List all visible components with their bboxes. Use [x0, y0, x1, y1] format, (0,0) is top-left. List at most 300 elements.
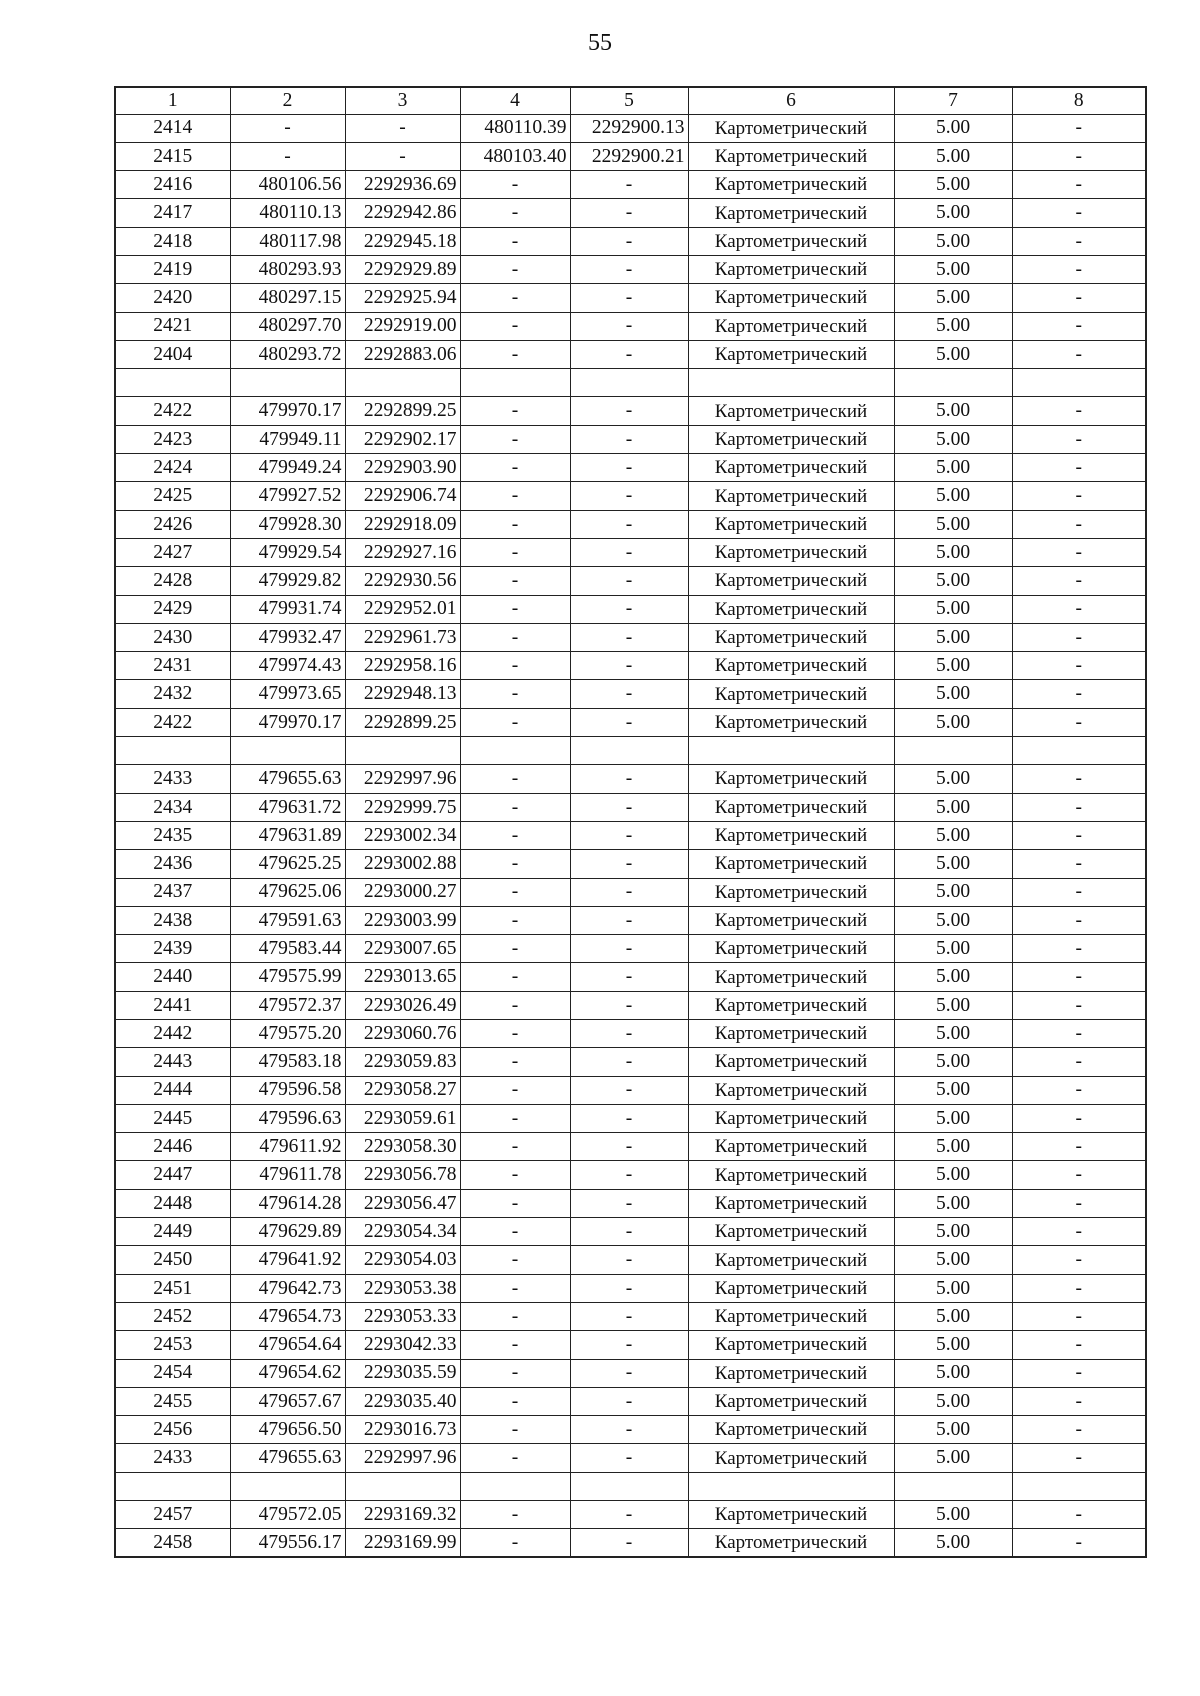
cell-description: - [1012, 1302, 1146, 1330]
table-row [115, 1331, 1146, 1359]
cell-point-number: 2439 [115, 935, 230, 963]
cell-y-existing: 2293059.61 [345, 1104, 460, 1132]
cell-y-existing [345, 737, 460, 765]
cell-accuracy: 5.00 [894, 1048, 1012, 1076]
cell-point-number [115, 1472, 230, 1500]
cell-description: - [1012, 425, 1146, 453]
cell-x-new: - [460, 991, 570, 1019]
cell-description: - [1012, 454, 1146, 482]
table-row [115, 1020, 1146, 1048]
cell-y-existing: 2293058.27 [345, 1076, 460, 1104]
cell-point-number: 2457 [115, 1501, 230, 1529]
cell-y-new: - [570, 199, 688, 227]
cell-x-new [460, 1472, 570, 1500]
cell-description: - [1012, 567, 1146, 595]
cell-y-existing: 2292918.09 [345, 510, 460, 538]
cell-accuracy: 5.00 [894, 1218, 1012, 1246]
cell-method: Картометрический [688, 850, 894, 878]
cell-x-existing: 479611.92 [230, 1133, 345, 1161]
cell-description: - [1012, 1529, 1146, 1557]
cell-x-existing: 479970.17 [230, 708, 345, 736]
cell-y-new: - [570, 680, 688, 708]
cell-x-new: - [460, 1104, 570, 1132]
cell-point-number: 2456 [115, 1416, 230, 1444]
cell-x-existing: 479949.24 [230, 454, 345, 482]
cell-y-existing: 2292958.16 [345, 652, 460, 680]
cell-x-existing: 479970.17 [230, 397, 345, 425]
cell-accuracy: 5.00 [894, 1076, 1012, 1104]
cell-y-existing: 2292945.18 [345, 227, 460, 255]
cell-x-new: - [460, 821, 570, 849]
cell-method: Картометрический [688, 821, 894, 849]
cell-y-new: - [570, 708, 688, 736]
table-row [115, 906, 1146, 934]
cell-y-new: - [570, 1274, 688, 1302]
cell-y-existing: 2292948.13 [345, 680, 460, 708]
cell-description: - [1012, 482, 1146, 510]
cell-accuracy [894, 737, 1012, 765]
cell-x-new: - [460, 595, 570, 623]
cell-y-existing: 2293016.73 [345, 1416, 460, 1444]
cell-point-number: 2433 [115, 1444, 230, 1472]
cell-y-new: - [570, 878, 688, 906]
cell-x-existing [230, 737, 345, 765]
cell-y-existing: 2293060.76 [345, 1020, 460, 1048]
table-row [115, 1501, 1146, 1529]
cell-y-new: - [570, 1104, 688, 1132]
cell-method: Картометрический [688, 227, 894, 255]
cell-method: Картометрический [688, 538, 894, 566]
cell-method: Картометрический [688, 595, 894, 623]
table-row [115, 963, 1146, 991]
cell-x-existing: 479932.47 [230, 623, 345, 651]
table-row [115, 793, 1146, 821]
cell-method: Картометрический [688, 935, 894, 963]
cell-accuracy: 5.00 [894, 397, 1012, 425]
table-row [115, 708, 1146, 736]
cell-y-new: - [570, 340, 688, 368]
table-row [115, 1076, 1146, 1104]
cell-y-new: - [570, 227, 688, 255]
cell-description: - [1012, 1218, 1146, 1246]
cell-point-number: 2442 [115, 1020, 230, 1048]
cell-x-existing: 479656.50 [230, 1416, 345, 1444]
table-row [115, 1161, 1146, 1189]
cell-x-new: - [460, 906, 570, 934]
cell-method: Картометрический [688, 1048, 894, 1076]
cell-x-new: - [460, 1444, 570, 1472]
cell-y-existing: 2293013.65 [345, 963, 460, 991]
cell-y-existing: 2292927.16 [345, 538, 460, 566]
table-separator-row [115, 737, 1146, 765]
cell-accuracy: 5.00 [894, 482, 1012, 510]
cell-x-existing: 480293.93 [230, 255, 345, 283]
table-row [115, 935, 1146, 963]
cell-x-new: - [460, 284, 570, 312]
cell-method: Картометрический [688, 1501, 894, 1529]
cell-x-new: - [460, 1416, 570, 1444]
cell-point-number: 2422 [115, 708, 230, 736]
cell-y-new: - [570, 1076, 688, 1104]
table-row [115, 878, 1146, 906]
cell-accuracy: 5.00 [894, 708, 1012, 736]
table-separator-row [115, 369, 1146, 397]
cell-description: - [1012, 935, 1146, 963]
cell-method: Картометрический [688, 680, 894, 708]
cell-point-number: 2443 [115, 1048, 230, 1076]
cell-x-existing: 479591.63 [230, 906, 345, 934]
cell-y-new: - [570, 1246, 688, 1274]
table-row [115, 765, 1146, 793]
cell-x-new: - [460, 1133, 570, 1161]
cell-y-new: - [570, 850, 688, 878]
cell-accuracy: 5.00 [894, 1302, 1012, 1330]
cell-method: Картометрический [688, 1359, 894, 1387]
cell-x-new: - [460, 793, 570, 821]
table-row [115, 312, 1146, 340]
cell-point-number [115, 369, 230, 397]
cell-x-existing: 479611.78 [230, 1161, 345, 1189]
cell-point-number: 2424 [115, 454, 230, 482]
cell-x-existing: 479928.30 [230, 510, 345, 538]
cell-y-new: - [570, 1359, 688, 1387]
cell-point-number: 2431 [115, 652, 230, 680]
table-row [115, 1246, 1146, 1274]
cell-x-new: - [460, 482, 570, 510]
cell-y-new: - [570, 425, 688, 453]
header-cell-3: 3 [345, 87, 460, 114]
cell-accuracy [894, 1472, 1012, 1500]
cell-y-new: - [570, 821, 688, 849]
cell-x-existing: 479575.99 [230, 963, 345, 991]
table-row [115, 142, 1146, 170]
header-cell-2: 2 [230, 87, 345, 114]
table-row [115, 255, 1146, 283]
cell-point-number: 2434 [115, 793, 230, 821]
cell-description: - [1012, 227, 1146, 255]
cell-point-number: 2440 [115, 963, 230, 991]
cell-x-existing: 479931.74 [230, 595, 345, 623]
cell-method: Картометрический [688, 454, 894, 482]
cell-x-existing: - [230, 142, 345, 170]
cell-x-existing: 480117.98 [230, 227, 345, 255]
cell-point-number: 2417 [115, 199, 230, 227]
cell-point-number: 2404 [115, 340, 230, 368]
cell-method: Картометрический [688, 906, 894, 934]
cell-description: - [1012, 963, 1146, 991]
cell-method: Картометрический [688, 171, 894, 199]
table-row [115, 1359, 1146, 1387]
table-row [115, 1529, 1146, 1557]
cell-y-new: - [570, 1218, 688, 1246]
cell-method: Картометрический [688, 793, 894, 821]
table-row [115, 1218, 1146, 1246]
cell-method: Картометрический [688, 1387, 894, 1415]
cell-x-new: - [460, 878, 570, 906]
cell-description: - [1012, 142, 1146, 170]
cell-accuracy: 5.00 [894, 142, 1012, 170]
cell-y-new [570, 737, 688, 765]
cell-description: - [1012, 850, 1146, 878]
cell-x-new: - [460, 1529, 570, 1557]
cell-method: Картометрический [688, 1416, 894, 1444]
cell-x-new: - [460, 199, 570, 227]
cell-accuracy: 5.00 [894, 114, 1012, 142]
cell-y-new [570, 1472, 688, 1500]
cell-x-existing: 480106.56 [230, 171, 345, 199]
cell-y-existing: - [345, 114, 460, 142]
cell-x-new: - [460, 227, 570, 255]
cell-x-new: - [460, 1501, 570, 1529]
cell-description: - [1012, 1133, 1146, 1161]
cell-x-new: - [460, 850, 570, 878]
cell-accuracy: 5.00 [894, 878, 1012, 906]
cell-method: Картометрический [688, 1246, 894, 1274]
cell-y-existing: 2293169.32 [345, 1501, 460, 1529]
cell-y-new: - [570, 397, 688, 425]
cell-y-new: - [570, 510, 688, 538]
cell-method: Картометрический [688, 114, 894, 142]
cell-x-existing: 479631.72 [230, 793, 345, 821]
cell-y-existing: 2292925.94 [345, 284, 460, 312]
cell-method: Картометрический [688, 567, 894, 595]
cell-y-new: - [570, 906, 688, 934]
cell-point-number: 2453 [115, 1331, 230, 1359]
cell-x-existing: 479596.58 [230, 1076, 345, 1104]
table-body [115, 87, 1146, 1557]
cell-y-existing: 2293059.83 [345, 1048, 460, 1076]
cell-y-existing: 2292997.96 [345, 1444, 460, 1472]
cell-y-new: - [570, 652, 688, 680]
cell-accuracy: 5.00 [894, 567, 1012, 595]
cell-x-existing: 479949.11 [230, 425, 345, 453]
cell-y-new: - [570, 1387, 688, 1415]
table-row [115, 340, 1146, 368]
cell-y-existing: 2292930.56 [345, 567, 460, 595]
cell-method: Картометрический [688, 425, 894, 453]
cell-y-new: - [570, 1302, 688, 1330]
table-row [115, 1387, 1146, 1415]
cell-y-existing: 2293053.38 [345, 1274, 460, 1302]
cell-point-number: 2430 [115, 623, 230, 651]
cell-method: Картометрический [688, 1161, 894, 1189]
cell-method: Картометрический [688, 284, 894, 312]
cell-y-new: - [570, 1501, 688, 1529]
cell-description: - [1012, 1020, 1146, 1048]
cell-x-new: - [460, 538, 570, 566]
cell-x-existing: 479929.54 [230, 538, 345, 566]
cell-y-existing: 2292936.69 [345, 171, 460, 199]
cell-description: - [1012, 312, 1146, 340]
cell-method [688, 737, 894, 765]
cell-y-existing: 2292929.89 [345, 255, 460, 283]
table-row [115, 199, 1146, 227]
cell-method: Картометрический [688, 1218, 894, 1246]
cell-accuracy: 5.00 [894, 793, 1012, 821]
cell-accuracy: 5.00 [894, 284, 1012, 312]
cell-x-new: - [460, 935, 570, 963]
cell-point-number: 2426 [115, 510, 230, 538]
cell-x-existing: 479583.44 [230, 935, 345, 963]
cell-y-new: - [570, 567, 688, 595]
cell-x-existing: 479572.05 [230, 1501, 345, 1529]
cell-y-new: - [570, 1529, 688, 1557]
cell-x-new: - [460, 765, 570, 793]
cell-accuracy: 5.00 [894, 1387, 1012, 1415]
cell-accuracy: 5.00 [894, 340, 1012, 368]
cell-description: - [1012, 538, 1146, 566]
cell-x-new: 480103.40 [460, 142, 570, 170]
cell-x-existing: 479625.06 [230, 878, 345, 906]
cell-description: - [1012, 1387, 1146, 1415]
cell-x-existing: 479583.18 [230, 1048, 345, 1076]
cell-x-existing: 479572.37 [230, 991, 345, 1019]
cell-y-new [570, 369, 688, 397]
cell-x-new: - [460, 425, 570, 453]
cell-y-new: 2292900.13 [570, 114, 688, 142]
cell-y-new: - [570, 482, 688, 510]
header-cell-6: 6 [688, 87, 894, 114]
cell-description [1012, 369, 1146, 397]
cell-accuracy: 5.00 [894, 1133, 1012, 1161]
cell-y-existing: 2293002.34 [345, 821, 460, 849]
cell-y-new: - [570, 1444, 688, 1472]
cell-x-existing: 480297.70 [230, 312, 345, 340]
cell-y-existing: 2292952.01 [345, 595, 460, 623]
cell-y-existing: 2292903.90 [345, 454, 460, 482]
cell-x-new: - [460, 1274, 570, 1302]
cell-method: Картометрический [688, 963, 894, 991]
cell-x-new: - [460, 1218, 570, 1246]
cell-y-existing: 2293056.78 [345, 1161, 460, 1189]
cell-method: Картометрический [688, 1133, 894, 1161]
cell-method: Картометрический [688, 1529, 894, 1557]
cell-accuracy: 5.00 [894, 1444, 1012, 1472]
cell-y-new: - [570, 171, 688, 199]
cell-x-existing [230, 1472, 345, 1500]
cell-method: Картометрический [688, 708, 894, 736]
table-row [115, 284, 1146, 312]
table-row [115, 1444, 1146, 1472]
table-row [115, 1189, 1146, 1217]
cell-y-existing: 2293054.34 [345, 1218, 460, 1246]
table-row [115, 680, 1146, 708]
cell-y-new: - [570, 1331, 688, 1359]
cell-accuracy: 5.00 [894, 1359, 1012, 1387]
cell-x-new: - [460, 1387, 570, 1415]
cell-x-existing: 479556.17 [230, 1529, 345, 1557]
cell-y-existing: 2292999.75 [345, 793, 460, 821]
cell-accuracy: 5.00 [894, 171, 1012, 199]
cell-y-existing: 2293053.33 [345, 1302, 460, 1330]
cell-y-existing: 2293056.47 [345, 1189, 460, 1217]
cell-point-number: 2449 [115, 1218, 230, 1246]
header-cell-4: 4 [460, 87, 570, 114]
cell-point-number: 2438 [115, 906, 230, 934]
cell-x-new: - [460, 510, 570, 538]
cell-y-existing [345, 1472, 460, 1500]
table-row [115, 171, 1146, 199]
cell-point-number: 2446 [115, 1133, 230, 1161]
cell-description: - [1012, 1359, 1146, 1387]
cell-description: - [1012, 1246, 1146, 1274]
cell-x-new: - [460, 1189, 570, 1217]
cell-accuracy: 5.00 [894, 454, 1012, 482]
cell-method: Картометрический [688, 1302, 894, 1330]
cell-point-number: 2415 [115, 142, 230, 170]
cell-point-number: 2441 [115, 991, 230, 1019]
cell-y-existing: 2292919.00 [345, 312, 460, 340]
cell-accuracy: 5.00 [894, 906, 1012, 934]
cell-y-existing: 2292997.96 [345, 765, 460, 793]
cell-x-existing: 479629.89 [230, 1218, 345, 1246]
cell-description: - [1012, 1161, 1146, 1189]
cell-accuracy [894, 369, 1012, 397]
cell-method: Картометрический [688, 765, 894, 793]
cell-x-new [460, 737, 570, 765]
cell-point-number: 2428 [115, 567, 230, 595]
cell-method: Картометрический [688, 652, 894, 680]
cell-method: Картометрический [688, 199, 894, 227]
cell-point-number: 2427 [115, 538, 230, 566]
cell-x-new: - [460, 652, 570, 680]
table-row [115, 114, 1146, 142]
cell-point-number: 2455 [115, 1387, 230, 1415]
cell-accuracy: 5.00 [894, 312, 1012, 340]
cell-method: Картометрический [688, 340, 894, 368]
cell-method: Картометрический [688, 510, 894, 538]
cell-description: - [1012, 906, 1146, 934]
cell-x-new: - [460, 567, 570, 595]
cell-y-existing: 2293003.99 [345, 906, 460, 934]
cell-description: - [1012, 340, 1146, 368]
cell-x-existing: 479657.67 [230, 1387, 345, 1415]
cell-accuracy: 5.00 [894, 935, 1012, 963]
cell-y-new: - [570, 765, 688, 793]
cell-y-existing: 2293026.49 [345, 991, 460, 1019]
table-row [115, 1133, 1146, 1161]
cell-accuracy: 5.00 [894, 1501, 1012, 1529]
cell-y-new: - [570, 1161, 688, 1189]
cell-y-existing: 2292942.86 [345, 199, 460, 227]
cell-description: - [1012, 652, 1146, 680]
cell-accuracy: 5.00 [894, 1161, 1012, 1189]
cell-point-number: 2444 [115, 1076, 230, 1104]
cell-method: Картометрический [688, 142, 894, 170]
cell-description: - [1012, 680, 1146, 708]
cell-description: - [1012, 708, 1146, 736]
cell-point-number: 2416 [115, 171, 230, 199]
cell-x-existing: 479929.82 [230, 567, 345, 595]
cell-description: - [1012, 397, 1146, 425]
table-row [115, 397, 1146, 425]
cell-y-existing: 2293042.33 [345, 1331, 460, 1359]
header-cell-8: 8 [1012, 87, 1146, 114]
cell-y-new: - [570, 255, 688, 283]
cell-accuracy: 5.00 [894, 255, 1012, 283]
cell-x-new: - [460, 1302, 570, 1330]
cell-x-new: - [460, 397, 570, 425]
cell-x-new: - [460, 1331, 570, 1359]
cell-accuracy: 5.00 [894, 538, 1012, 566]
cell-x-new: - [460, 680, 570, 708]
cell-point-number: 2435 [115, 821, 230, 849]
table-row [115, 454, 1146, 482]
table-row [115, 1104, 1146, 1132]
cell-y-existing: 2292902.17 [345, 425, 460, 453]
cell-point-number: 2418 [115, 227, 230, 255]
cell-x-existing: 479614.28 [230, 1189, 345, 1217]
